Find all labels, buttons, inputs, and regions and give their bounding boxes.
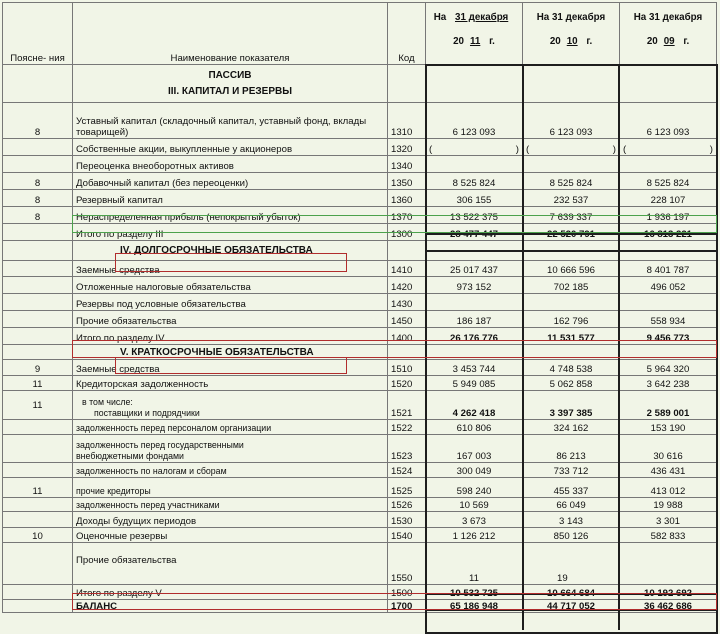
row-code: 1320 [388,139,426,156]
value-2011: 610 806 [426,420,523,435]
row-code: 1522 [388,420,426,435]
table-row [3,103,717,139]
value-2009: 5 964 320 [620,360,717,376]
table-row [3,498,717,512]
row-note [3,328,73,345]
row-code: 1400 [388,328,426,345]
row-subname: поставщики и подрядчики [94,408,200,418]
row-intro: в том числе: [82,397,133,407]
row-name: Итого по разделу V [73,585,388,600]
value-2010: 455 337 [523,478,620,498]
row-code: 1340 [388,156,426,173]
value-2009: 19 988 [620,498,717,512]
value-2010: 10 666 596 [523,261,620,277]
row-code: 1524 [388,463,426,478]
row-note: 8 [3,173,73,190]
row-note [3,156,73,173]
value-2009: 582 833 [620,528,717,543]
table-row [3,294,717,311]
table-row [3,391,717,420]
col-2011-header: На 31 декабря 20 11 г. [426,3,523,65]
value-2009: 1 936 197 [620,207,717,224]
value-2011: 973 152 [426,277,523,294]
row-note [3,294,73,311]
value-2010: 10 664 684 [523,585,620,600]
value-2011: 598 240 [426,478,523,498]
value-2009: ( ) [620,139,717,156]
value-2009: 16 813 221 [620,224,717,241]
row-code: 1350 [388,173,426,190]
row-note [3,277,73,294]
value-2009: 30 616 [620,435,717,463]
value-2009: 8 525 824 [620,173,717,190]
row-code: 1530 [388,512,426,528]
value-2009: 3 642 238 [620,376,717,391]
row-code: 1550 [388,543,426,585]
table-row [3,463,717,478]
table-row [3,190,717,207]
row-note: 9 [3,360,73,376]
value-2011: 5 949 085 [426,376,523,391]
row-code: 1520 [388,376,426,391]
row-code: 1500 [388,585,426,600]
value-2011: 8 525 824 [426,173,523,190]
row-code: 1430 [388,294,426,311]
row-name: Прочие обязательства [73,543,388,585]
value-2009: 10 192 692 [620,585,717,600]
value-2010: 19 [523,543,620,585]
row-code: 1700 [388,600,426,613]
value-2009: 3 301 [620,512,717,528]
table-row [3,156,717,173]
table-row [3,261,717,277]
value-2010: 162 796 [523,311,620,328]
value-2011: 10 569 [426,498,523,512]
table-row [3,311,717,328]
row-name: Кредиторская задолженность [73,376,388,391]
value-2011: 300 049 [426,463,523,478]
table-row [3,435,717,463]
value-2011: 1 126 212 [426,528,523,543]
row-name: Заемные средства [73,360,388,376]
value-2009 [620,543,717,585]
row-name: Уставный капитал (складочный капитал, уставный фонд, вклады товарищей) [73,103,388,139]
value-2010: 86 213 [523,435,620,463]
table-row [3,173,717,190]
header-row [3,3,717,65]
col-2009-header: На 31 декабря 20 09 г. [620,3,717,65]
row-code: 1300 [388,224,426,241]
row-name: Добавочный капитал (без переоценки) [73,173,388,190]
value-2010: ( ) [523,139,620,156]
section-4-heading-row [3,241,717,261]
row-note: 10 [3,528,73,543]
code-header: Код [388,3,426,65]
row-code: 1410 [388,261,426,277]
row-name: Нераспределенная прибыль (непокрытый убыток) [73,207,388,224]
section-3-heading-row [3,65,717,103]
value-2010: 3 143 [523,512,620,528]
row-code: 1450 [388,311,426,328]
row-note [3,420,73,435]
value-2010: 3 397 385 [523,391,620,420]
value-2010: 232 537 [523,190,620,207]
section-4-title: IV. ДОЛГОСРОЧНЫЕ ОБЯЗАТЕЛЬСТВА [120,245,313,256]
row-name: задолженность перед государственными внебюджетными фондами [73,435,388,463]
value-2009: 436 431 [620,463,717,478]
row-note [3,543,73,585]
value-2009: 9 456 773 [620,328,717,345]
row-name: задолженность по налогам и сборам [73,463,388,478]
passiv-title: ПАССИВ [208,69,252,81]
table-row [3,543,717,585]
row-name: Заемные средства [73,261,388,277]
value-2009: 2 589 001 [620,391,717,420]
value-2009: 8 401 787 [620,261,717,277]
row-note [3,512,73,528]
value-2011: 11 [426,543,523,585]
table-row-total [3,224,717,241]
value-2011: 4 262 418 [426,391,523,420]
row-note: 11 [3,376,73,391]
row-name: прочие кредиторы [73,478,388,498]
row-code: 1523 [388,435,426,463]
value-2011: 3 673 [426,512,523,528]
table-row-total [3,328,717,345]
value-2010: 44 717 052 [523,600,620,613]
value-2010: 22 520 791 [523,224,620,241]
row-code: 1360 [388,190,426,207]
row-note [3,600,73,613]
row-note [3,261,73,277]
row-note [3,498,73,512]
table-row [3,478,717,498]
value-2010: 324 162 [523,420,620,435]
section-5-title: V. КРАТКОСРОЧНЫЕ ОБЯЗАТЕЛЬСТВА [120,346,314,358]
row-note: 11 [3,478,73,498]
row-name: Оценочные резервы [73,528,388,543]
table-row-total [3,585,717,600]
value-2009: 413 012 [620,478,717,498]
row-note [3,585,73,600]
value-2010: 733 712 [523,463,620,478]
row-name: Итого по разделу III [73,224,388,241]
value-2010: 702 185 [523,277,620,294]
value-2011: 13 522 375 [426,207,523,224]
table-row [3,376,717,391]
table-row [3,528,717,543]
row-code: 1526 [388,498,426,512]
value-2010: 850 126 [523,528,620,543]
value-2010: 7 639 337 [523,207,620,224]
table-row [3,207,717,224]
row-name: Итого по разделу IV [73,328,388,345]
table-row [3,277,717,294]
balance-table [2,2,717,613]
value-2011: 28 477 447 [426,224,523,241]
row-note: 8 [3,190,73,207]
value-2011: 6 123 093 [426,103,523,139]
row-note: 8 [3,207,73,224]
value-2010: 8 525 824 [523,173,620,190]
section-5-heading-row [3,345,717,360]
value-2009: 496 052 [620,277,717,294]
value-2009: 36 462 686 [620,600,717,613]
name-header: Наименование показателя [73,3,388,65]
row-name: Прочие обязательства [73,311,388,328]
row-code: 1525 [388,478,426,498]
note-header: Поясне- ния [3,3,73,65]
value-2011: 65 186 948 [426,600,523,613]
row-name: Резервный капитал [73,190,388,207]
row-name: БАЛАНС [73,600,388,613]
row-name [73,391,388,420]
row-note [3,463,73,478]
value-2009: 6 123 093 [620,103,717,139]
row-name: задолженность перед участниками [73,498,388,512]
value-2011: 306 155 [426,190,523,207]
value-2010: 5 062 858 [523,376,620,391]
row-code: 1370 [388,207,426,224]
table-row-balance [3,600,717,613]
row-name: Резервы под условные обязательства [73,294,388,311]
value-2009: 558 934 [620,311,717,328]
row-code: 1510 [388,360,426,376]
row-note [3,311,73,328]
value-2010: 4 748 538 [523,360,620,376]
row-code: 1420 [388,277,426,294]
row-note [3,224,73,241]
value-2009: 153 190 [620,420,717,435]
row-note: 8 [3,103,73,139]
row-code: 1540 [388,528,426,543]
col-2010-header: На 31 декабря 20 10 г. [523,3,620,65]
row-name: Отложенные налоговые обязательства [73,277,388,294]
table-row [3,512,717,528]
table-row [3,360,717,376]
value-2011: 3 453 744 [426,360,523,376]
value-2010: 6 123 093 [523,103,620,139]
row-note: 11 [3,391,73,420]
table-row [3,139,717,156]
value-2011: 25 017 437 [426,261,523,277]
row-note [3,435,73,463]
row-name: задолженность перед персоналом организации [73,420,388,435]
row-code: 1521 [388,391,426,420]
row-name: Переоценка внеоборотных активов [73,156,388,173]
value-2009: 228 107 [620,190,717,207]
value-2010: 66 049 [523,498,620,512]
row-note [3,139,73,156]
section-3-title: III. КАПИТАЛ И РЕЗЕРВЫ [168,85,292,97]
row-name: Доходы будущих периодов [73,512,388,528]
value-2011: ( ) [426,139,523,156]
value-2011: 26 176 776 [426,328,523,345]
value-2011: 167 003 [426,435,523,463]
value-2011: 10 532 725 [426,585,523,600]
table-row [3,420,717,435]
row-name: Собственные акции, выкупленные у акционеров [73,139,388,156]
value-2011: 186 187 [426,311,523,328]
row-code: 1310 [388,103,426,139]
value-2010: 11 531 577 [523,328,620,345]
